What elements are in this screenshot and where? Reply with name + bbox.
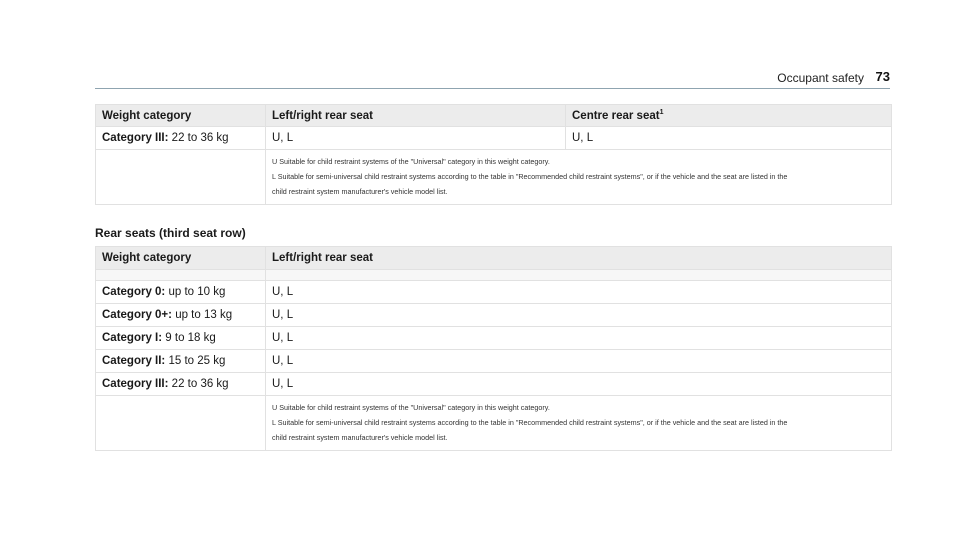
header-centre-seat-label: Centre rear seat: [572, 109, 660, 122]
header-title: Occupant safety: [777, 71, 864, 85]
category-range: 15 to 25 kg: [168, 355, 226, 367]
section-heading: Rear seats (third seat row): [95, 226, 246, 240]
header-left-right-seat: Left/right rear seat: [266, 247, 892, 270]
centre-value: U, L: [566, 127, 892, 150]
table-header-row: [96, 247, 892, 270]
seat-table-rear: [95, 104, 892, 205]
header-left-right-seat: Left/right rear seat: [266, 105, 566, 127]
weight-category-cell: [96, 281, 266, 304]
category-range: up to 10 kg: [168, 286, 226, 298]
left-right-value: U, L: [266, 373, 892, 396]
category-label: Category I:: [102, 332, 163, 344]
notes-cell: [266, 150, 892, 205]
weight-category-cell: [96, 350, 266, 373]
category-range: 9 to 18 kg: [165, 332, 216, 344]
header-weight-category: Weight category: [96, 105, 266, 127]
category-label: Category III:: [102, 132, 169, 144]
header-centre-seat: [566, 105, 892, 127]
page-header: [95, 70, 890, 89]
notes-row: [96, 150, 892, 205]
weight-category-cell: [96, 304, 266, 327]
category-range: 22 to 36 kg: [171, 132, 229, 144]
page-number: 73: [875, 69, 890, 84]
note-universal: U Suitable for child restraint systems of the "Universal" category in this weight category.: [272, 157, 550, 166]
notes-cell: [266, 396, 892, 451]
category-range: up to 13 kg: [175, 309, 233, 321]
category-label: Category II:: [102, 355, 166, 367]
category-range: 22 to 36 kg: [171, 378, 229, 390]
notes-row: [96, 396, 892, 451]
footnote-mark: 1: [659, 109, 664, 117]
table-header-row: [96, 105, 892, 127]
spacer-cell: [266, 270, 892, 281]
note-model-list: child restraint system manufacturer's vehicle model list.: [272, 187, 448, 196]
left-right-value: U, L: [266, 350, 892, 373]
table-row: [96, 327, 892, 350]
left-right-value: U, L: [266, 127, 566, 150]
table-row: [96, 127, 892, 150]
notes-empty-cell: [96, 150, 266, 205]
left-right-value: U, L: [266, 327, 892, 350]
note-semi-universal: L Suitable for semi-universal child restraint systems according to the table in "Recommended child restraint systems", or if the vehicle and the seat are listed in the: [272, 172, 788, 181]
table-row: [96, 281, 892, 304]
note-semi-universal: L Suitable for semi-universal child restraint systems according to the table in "Recommended child restraint systems", or if the vehicle and the seat are listed in the: [272, 418, 788, 427]
weight-category-cell: [96, 127, 266, 150]
note-model-list: child restraint system manufacturer's vehicle model list.: [272, 433, 448, 442]
spacer-cell: [96, 270, 266, 281]
weight-category-cell: [96, 327, 266, 350]
category-label: Category III:: [102, 378, 169, 390]
notes-empty-cell: [96, 396, 266, 451]
weight-category-cell: [96, 373, 266, 396]
table-row: [96, 350, 892, 373]
table-row: [96, 304, 892, 327]
seat-table-third-row: [95, 246, 892, 451]
left-right-value: U, L: [266, 281, 892, 304]
left-right-value: U, L: [266, 304, 892, 327]
category-label: Category 0:: [102, 286, 166, 298]
header-weight-category: Weight category: [96, 247, 266, 270]
spacer-row: [96, 270, 892, 281]
table-row: [96, 373, 892, 396]
note-universal: U Suitable for child restraint systems of the "Universal" category in this weight category.: [272, 403, 550, 412]
category-label: Category 0+:: [102, 309, 172, 321]
